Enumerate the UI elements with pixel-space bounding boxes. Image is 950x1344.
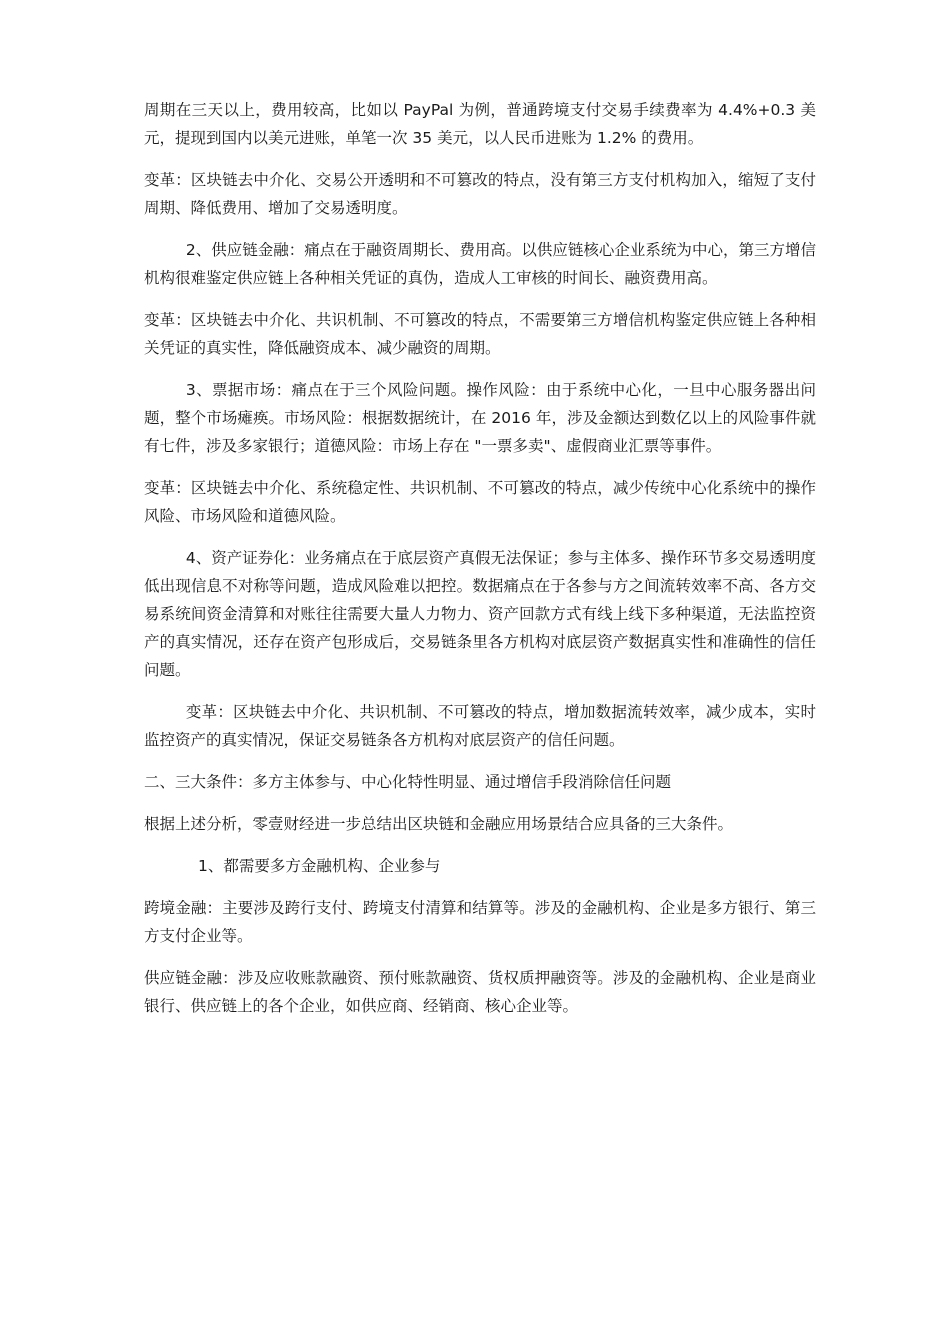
section-heading-three-conditions: 二、三大条件：多方主体参与、中心化特性明显、通过增信手段消除信任问题 xyxy=(144,773,672,791)
paragraph-securitization-pain: 4、资产证券化：业务痛点在于底层资产真假无法保证；参与主体多、操作环节多交易透明度低出现信息不对称等问题，造成风险难以把控。数据痛点在于各参与方之间流转效率不高、各方交易系统间资金清算和对账往往需要大量人力物力、资产回款方式有线上线下多种渠道，无法监控资产的真实情况，还存在资产包形成后，交易链条里各方机构对底层资产数据真实性和准确性的信任问题。 xyxy=(144,549,816,679)
document-page xyxy=(144,96,816,1034)
paragraph-bill-market-reform: 变革：区块链去中介化、系统稳定性、共识机制、不可篡改的特点，减少传统中心化系统中的操作风险、市场风险和道德风险。 xyxy=(144,479,816,525)
paragraph-conditions-intro: 根据上述分析，零壹财经进一步总结出区块链和金融应用场景结合应具备的三大条件。 xyxy=(144,815,734,833)
paragraph-cross-border-finance: 跨境金融：主要涉及跨行支付、跨境支付清算和结算等。涉及的金融机构、企业是多方银行、第三方支付企业等。 xyxy=(144,899,816,945)
paragraph-supply-chain-reform: 变革：区块链去中介化、共识机制、不可篡改的特点，不需要第三方增信机构鉴定供应链上各种相关凭证的真实性，降低融资成本、减少融资的周期。 xyxy=(144,311,816,357)
paragraph-supply-chain-pain: 2、供应链金融：痛点在于融资周期长、费用高。以供应链核心企业系统为中心，第三方增信机构很难鉴定供应链上各种相关凭证的真伪，造成人工审核的时间长、融资费用高。 xyxy=(144,241,816,287)
subheading-multi-party: 1、都需要多方金融机构、企业参与 xyxy=(198,857,441,875)
paragraph-supply-chain-finance: 供应链金融：涉及应收账款融资、预付账款融资、货权质押融资等。涉及的金融机构、企业是商业银行、供应链上的各个企业，如供应商、经销商、核心企业等。 xyxy=(144,969,816,1015)
paragraph-cross-border-reform: 变革：区块链去中介化、交易公开透明和不可篡改的特点，没有第三方支付机构加入，缩短了支付周期、降低费用、增加了交易透明度。 xyxy=(144,171,816,217)
paragraph-bill-market-pain: 3、票据市场：痛点在于三个风险问题。操作风险：由于系统中心化，一旦中心服务器出问题，整个市场瘫痪。市场风险：根据数据统计，在 2016 年，涉及金额达到数亿以上的风险事件就有七件，涉及多家银行；道德风险：市场上存在 "一票多卖"、虚假商业汇票等事件。 xyxy=(144,381,816,455)
paragraph-cross-border-fees: 周期在三天以上，费用较高，比如以 PayPal 为例，普通跨境支付交易手续费率为 4.4%+0.3 美元，提现到国内以美元进账，单笔一次 35 美元，以人民币进账为 1.2% 的费用。 xyxy=(144,101,816,147)
paragraph-securitization-reform: 变革：区块链去中介化、共识机制、不可篡改的特点，增加数据流转效率，减少成本，实时监控资产的真实情况，保证交易链条各方机构对底层资产的信任问题。 xyxy=(144,703,816,749)
